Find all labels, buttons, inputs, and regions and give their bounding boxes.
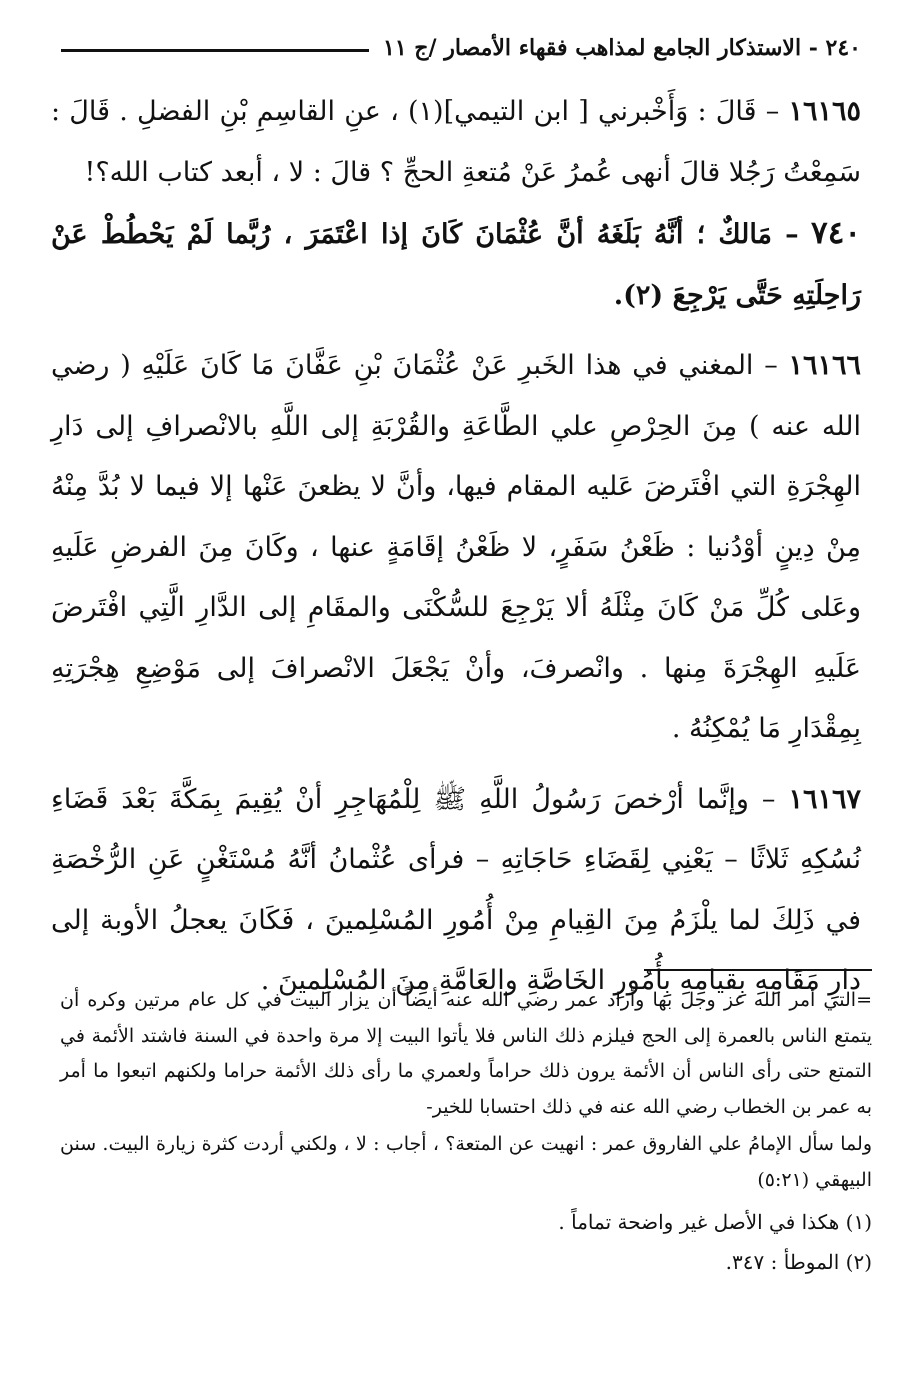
footnote-continued-2: ولما سأل الإمامُ علي الفاروق عمر : انهيت عن المتعة؟ ، أجاب : لا ، ولكني أردت كثرة زيارة البيت. سنن البيهقي (٥:٢١) (60, 1133, 872, 1191)
header-title: ٢٤٠ - الاستذكار الجامع لمذاهب فقهاء الأمصار /ج ١١ (383, 35, 861, 61)
running-header (61, 28, 861, 68)
footnote-continued: =التي أمر الله عز وجل بها وأراد عمر رضي الله عنه أيضاً أن يزار البيت في كل عام مرتين وكره أن يتمتع الناس بالعمرة إلى الحج فيلزم ذلك الناس فلا يأتوا البيت إلا مرة واحدة في السنة فاشتد الأئمة في التمتع حتى رأى الناس أن الأئمة يرون ذلك حراماً ولعمري ما رأى ذلك الأئمة حراما ولكنهم اتبعوا ما أمر به عمر بن الخطاب رضي الله عنه في ذلك احتسابا للخير- (60, 989, 872, 1118)
paragraph-740 (51, 203, 861, 326)
footnote-separator (644, 969, 872, 971)
paragraph-16165 (51, 82, 861, 203)
header-rule (61, 49, 369, 52)
paragraph-number: ١٦١٦٦ (788, 350, 861, 381)
paragraph-16167 (51, 770, 861, 1012)
footnotes (60, 983, 872, 1282)
paragraph-text: – قَالَ : وَأَخْبرني [ ابن التيمي](١) ، عنِ القاسِمِ بْنِ الفضلِ . قَالَ : سَمِعْتُ رَجُلا قالَ أنهى عُمرُ عَنْ مُتعةِ الحجِّ ؟ قالَ : لا ، أبعد كتاب الله؟! (51, 96, 861, 188)
footnote-1: (١) هكذا في الأصل غير واضحة تماماً . (558, 1210, 872, 1234)
paragraph-number: ١٦١٦٥ (788, 96, 861, 127)
paragraph-text: – المغني في هذا الخَبرِ عَنْ عُثْمَانَ بْنِ عَفَّانَ مَا كَانَ عَلَيْهِ ( رضي الله عنه ) مِنَ الحِرْصِ علي الطَّاعَةِ والقُرْبَةِ إلى اللَّهِ بالانْصرافِ إلى دَارِ الهِجْرَةِ التي افْتَرضَ عَليه المقام فيها، وأنَّ لا يظعنَ عَنْها إلا فيما لا بُدَّ مِنْهُ مِنْ دِينٍ أوْدُنيا : ظَعْنُ سَفَرٍ، لا ظَعْنُ إقَامَةٍ عنها ، وكَانَ مِنَ الفرضِ عَلَيهِ وعَلى كُلِّ مَنْ كَانَ مِثْلَهُ ألا يَرْجِعَ للسُّكْنَى والمقَامِ إلى الدَّارِ الَّتِي افْتَرضَ عَلَيهِ الهِجْرَةَ مِنها . وانْصرفَ، وأنْ يَجْعَلَ الانْصرافَ إلى مَوْضِعِ هِجْرَتِهِ بِمِقْدَارِ مَا يُمْكِنُهُ . (51, 350, 861, 744)
paragraph-text: – وإنَّما أرْخصَ رَسُولُ اللَّهِ ﷺ لِلْمُهَاجِرِ أنْ يُقِيمَ بِمَكَّةَ بَعْدَ قَضَاءِ نُسُكِهِ ثَلاثًا – يَعْنِي لِقَضَاءِ حَاجَاتِهِ – فرأى عُثْمانُ أنَّهُ مُسْتَغْنٍ عَنِ الرُّخْصَةِ في ذَلِكَ لما يلْزَمُ مِنَ القِيامِ مِنْ أُمُورِ المُسْلِمينَ ، فَكَانَ يعجلُ الأوبة إلى دارِ مَقَامِهِ بِقيامِهِ بِأُمُورِ الخَاصَّةِ والعَامَّةِ مِنَ المُسْلِمينَ . (51, 783, 861, 996)
paragraph-16166 (51, 336, 861, 760)
paragraph-text: – مَالكٌ ؛ أنَّهُ بَلَغَهُ أنَّ عُثْمَانَ كَانَ إذا اعْتَمَرَ ، رُبَّما لَمْ يَحْطُطْ عَنْ رَاحِلَتِهِ حَتَّى يَرْجِعَ (٢). (51, 219, 861, 311)
paragraph-number: ٧٤٠ (811, 215, 861, 251)
footnote-2: (٢) الموطأ : ٣٤٧. (725, 1250, 872, 1274)
paragraph-number: ١٦١٦٧ (788, 783, 861, 815)
main-text (51, 82, 861, 1012)
